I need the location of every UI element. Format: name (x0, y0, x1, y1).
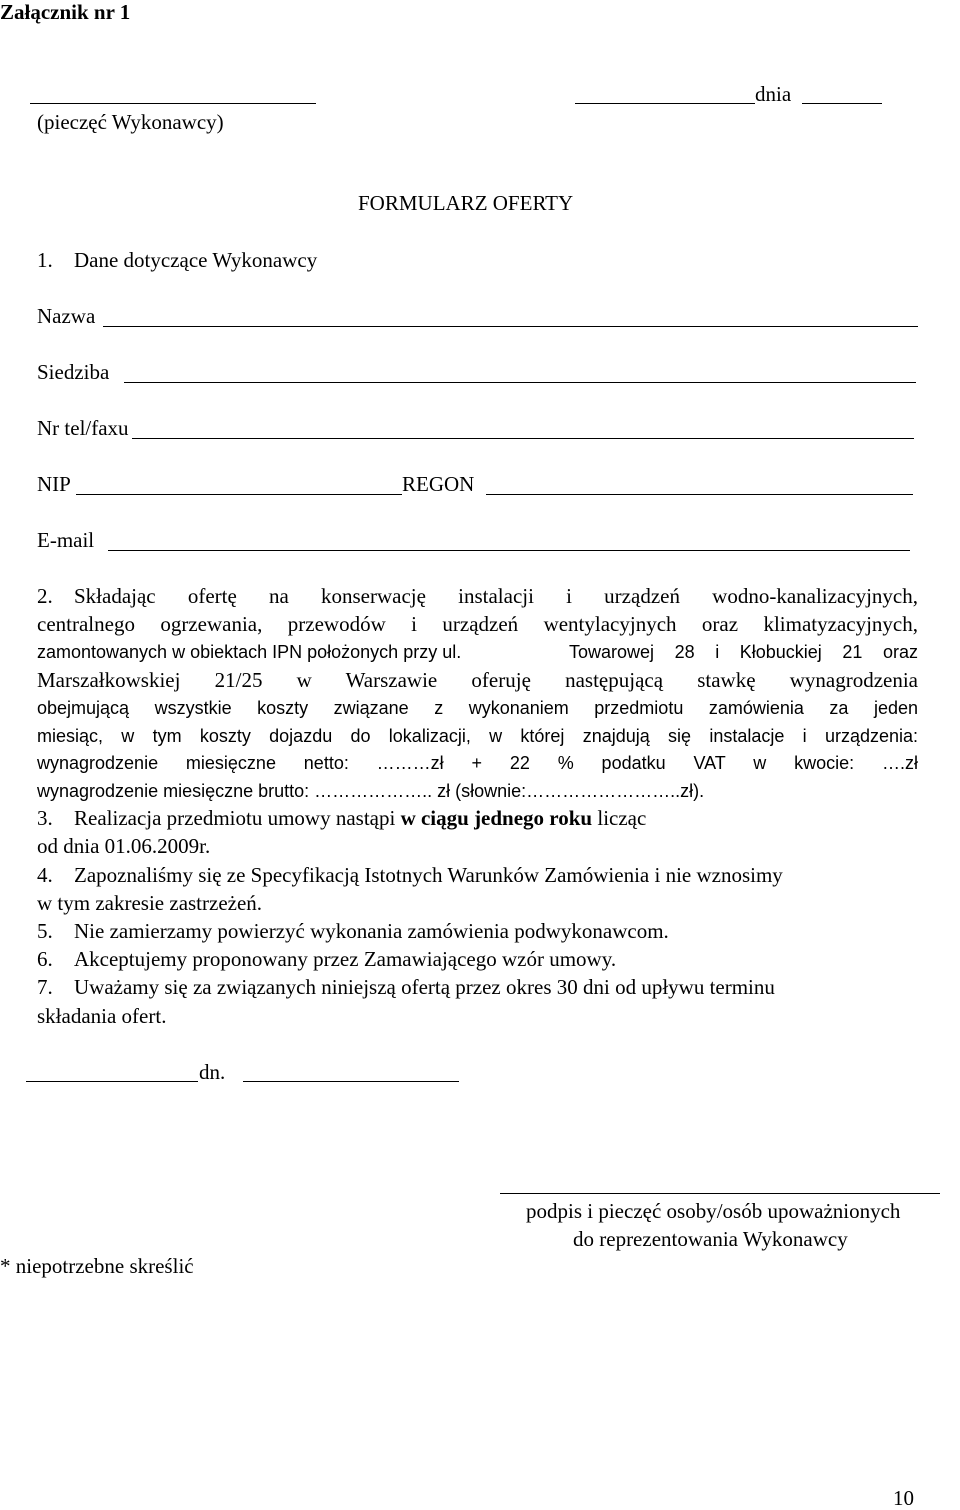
section3-line2: od dnia 01.06.2009r. (37, 834, 211, 858)
date-label: dnia (755, 82, 792, 106)
section4-number: 4. (37, 863, 53, 887)
footnote: * niepotrzebne skreślić (0, 1254, 194, 1278)
form-title: FORMULARZ OFERTY (358, 191, 574, 215)
seat-field-line[interactable] (124, 382, 916, 383)
email-label: E-mail (37, 528, 95, 552)
section3-text-before: Realizacja przedmiotu umowy nastąpi (74, 806, 396, 830)
attachment-title: Załącznik nr 1 (0, 0, 131, 24)
seat-label: Siedziba (37, 360, 110, 384)
section5-text: Nie zamierzamy powierzyć wykonania zamówienia podwykonawcom. (74, 919, 669, 943)
signature-label-line2: do reprezentowania Wykonawcy (573, 1227, 848, 1251)
section5-number: 5. (37, 919, 53, 943)
section7-number: 7. (37, 975, 53, 999)
nip-field-line[interactable] (76, 494, 402, 495)
section4-line1: Zapoznaliśmy się ze Specyfikacją Istotnych Warunków Zamówienia i nie wznosimy (74, 863, 783, 887)
section1-title: Dane dotyczące Wykonawcy (74, 248, 318, 272)
section3-text-bold: w ciągu jednego roku (400, 806, 593, 830)
footer-place-line[interactable] (26, 1081, 198, 1082)
page-number: 10 (893, 1486, 914, 1510)
section1-number: 1. (37, 248, 53, 272)
section2-line2: centralnego ogrzewania, przewodów i urządzeń wentylacyjnych oraz klimatyzacyjnych, (37, 612, 918, 636)
section2-line5: obejmującą wszystkie koszty związane z wykonaniem przedmiotu zamówienia za jeden (37, 698, 918, 718)
section3-number: 3. (37, 806, 53, 830)
signature-label-line1: podpis i pieczęć osoby/osób upoważnionych (526, 1199, 901, 1223)
phone-field-line[interactable] (132, 438, 914, 439)
section3-line1 (74, 808, 646, 829)
section2-line4: Marszałkowskiej 21/25 w Warszawie oferuję następującą stawkę wynagrodzenia (37, 668, 918, 692)
section4-line2: w tym zakresie zastrzeżeń. (37, 891, 263, 915)
section7-line1: Uważamy się za związanych niniejszą ofertą przez okres 30 dni od upływu terminu (74, 975, 775, 999)
section2-line3a: zamontowanych w obiektach IPN położonych przy ul. (37, 642, 462, 662)
section7-line2: składania ofert. (37, 1004, 167, 1028)
section3-text-after: licząc (597, 806, 647, 830)
section2-number: 2. (37, 584, 53, 608)
signature-line[interactable] (500, 1193, 940, 1194)
nip-label: NIP (37, 472, 71, 496)
section6-text: Akceptujemy proponowany przez Zamawiającego wzór umowy. (74, 947, 617, 971)
stamp-line (30, 103, 316, 104)
section2-line6: miesiąc, w tym koszty dojazdu do lokalizacji, w której znajdują się instalacje i urządzenia: (37, 726, 918, 746)
stamp-label: (pieczęć Wykonawcy) (37, 110, 224, 134)
name-field-line[interactable] (103, 326, 918, 327)
regon-label: REGON (402, 472, 475, 496)
section2-line1: Składając ofertę na konserwację instalacji i urządzeń wodno-kanalizacyjnych, (74, 584, 918, 608)
section2-line3b: Towarowej 28 i Kłobuckiej 21 oraz (569, 642, 918, 662)
date-line-left (575, 103, 755, 104)
name-label: Nazwa (37, 304, 96, 328)
footer-date-label: dn. (199, 1060, 226, 1084)
date-line-right (802, 103, 882, 104)
section6-number: 6. (37, 947, 53, 971)
phone-label: Nr tel/faxu (37, 416, 129, 440)
email-field-line[interactable] (108, 550, 910, 551)
regon-field-line[interactable] (486, 494, 913, 495)
footer-date-line[interactable] (243, 1081, 459, 1082)
section2-line7: wynagrodzenie miesięczne netto: ………zł + 22 % podatku VAT w kwocie: ….zł (37, 753, 918, 773)
section2-line8: wynagrodzenie miesięczne brutto: ……………….. zł (słownie:……………………..zł). (37, 781, 705, 801)
